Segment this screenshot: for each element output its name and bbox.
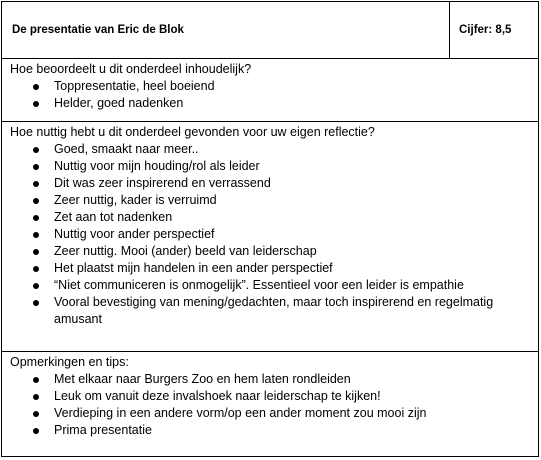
bullet-icon [33, 428, 39, 434]
answer-list [2, 371, 538, 439]
list-item [2, 277, 538, 294]
bullet-icon [33, 266, 39, 272]
answer-text: “Niet communiceren is onmogelijk”. Essentieel voor een leider is empathie [54, 278, 464, 292]
answer-text: Nuttig voor mijn houding/rol als leider [54, 159, 260, 173]
list-item [2, 95, 538, 112]
list-item [2, 422, 538, 439]
answer-text: Zeer nuttig. Mooi (ander) beeld van leiderschap [54, 244, 317, 258]
list-item [2, 243, 538, 260]
answer-list [2, 141, 538, 328]
section-remarks [2, 352, 538, 456]
answer-text: Helder, goed nadenken [54, 96, 184, 110]
grade-cell [450, 2, 538, 58]
section-content-rating [2, 59, 538, 122]
presentation-title: De presentatie van Eric de Blok [12, 24, 184, 36]
answer-text: Goed, smaakt naar meer.. [54, 142, 199, 156]
list-item [2, 371, 538, 388]
answer-text: Met elkaar naar Burgers Zoo en hem laten rondleiden [54, 372, 351, 386]
list-item [2, 388, 538, 405]
answer-text: Zeer nuttig, kader is verruimd [54, 193, 217, 207]
bullet-icon [33, 84, 39, 90]
answer-text: Toppresentatie, heel boeiend [54, 79, 215, 93]
answer-text: Prima presentatie [54, 423, 152, 437]
list-item [2, 294, 538, 328]
bullet-icon [33, 249, 39, 255]
answer-text: Vooral bevestiging van mening/gedachten, maar toch inspirerend en regelmatig amusant [54, 295, 494, 326]
list-item [2, 175, 538, 192]
bullet-icon [33, 215, 39, 221]
list-item [2, 192, 538, 209]
title-cell [2, 2, 450, 58]
evaluation-table [1, 1, 539, 457]
list-item [2, 405, 538, 422]
answer-text: Het plaatst mijn handelen in een ander perspectief [54, 261, 333, 275]
answer-text: Zet aan tot nadenken [54, 210, 173, 224]
bullet-icon [33, 300, 39, 306]
bullet-icon [33, 283, 39, 289]
header-row [2, 2, 538, 59]
question-heading: Hoe nuttig hebt u dit onderdeel gevonden voor uw eigen reflectie? [10, 125, 375, 139]
bullet-icon [33, 377, 39, 383]
answer-text: Leuk om vanuit deze invalshoek naar leiderschap te kijken! [54, 389, 381, 403]
bullet-icon [33, 411, 39, 417]
bullet-icon [33, 181, 39, 187]
list-item [2, 158, 538, 175]
bullet-icon [33, 232, 39, 238]
bullet-icon [33, 147, 39, 153]
answer-text: Nuttig voor ander perspectief [54, 227, 215, 241]
answer-text: Verdieping in een andere vorm/op een ander moment zou mooi zijn [54, 406, 427, 420]
list-item [2, 226, 538, 243]
question-heading: Hoe beoordeelt u dit onderdeel inhoudelijk? [10, 62, 252, 76]
bullet-icon [33, 101, 39, 107]
bullet-icon [33, 164, 39, 170]
list-item [2, 260, 538, 277]
bullet-icon [33, 198, 39, 204]
grade-label: Cijfer: 8,5 [459, 24, 512, 36]
section-reflection [2, 122, 538, 352]
list-item [2, 78, 538, 95]
question-heading: Opmerkingen en tips: [10, 355, 129, 369]
list-item [2, 141, 538, 158]
list-item [2, 209, 538, 226]
bullet-icon [33, 394, 39, 400]
answer-text: Dit was zeer inspirerend en verrassend [54, 176, 271, 190]
answer-list [2, 78, 538, 112]
